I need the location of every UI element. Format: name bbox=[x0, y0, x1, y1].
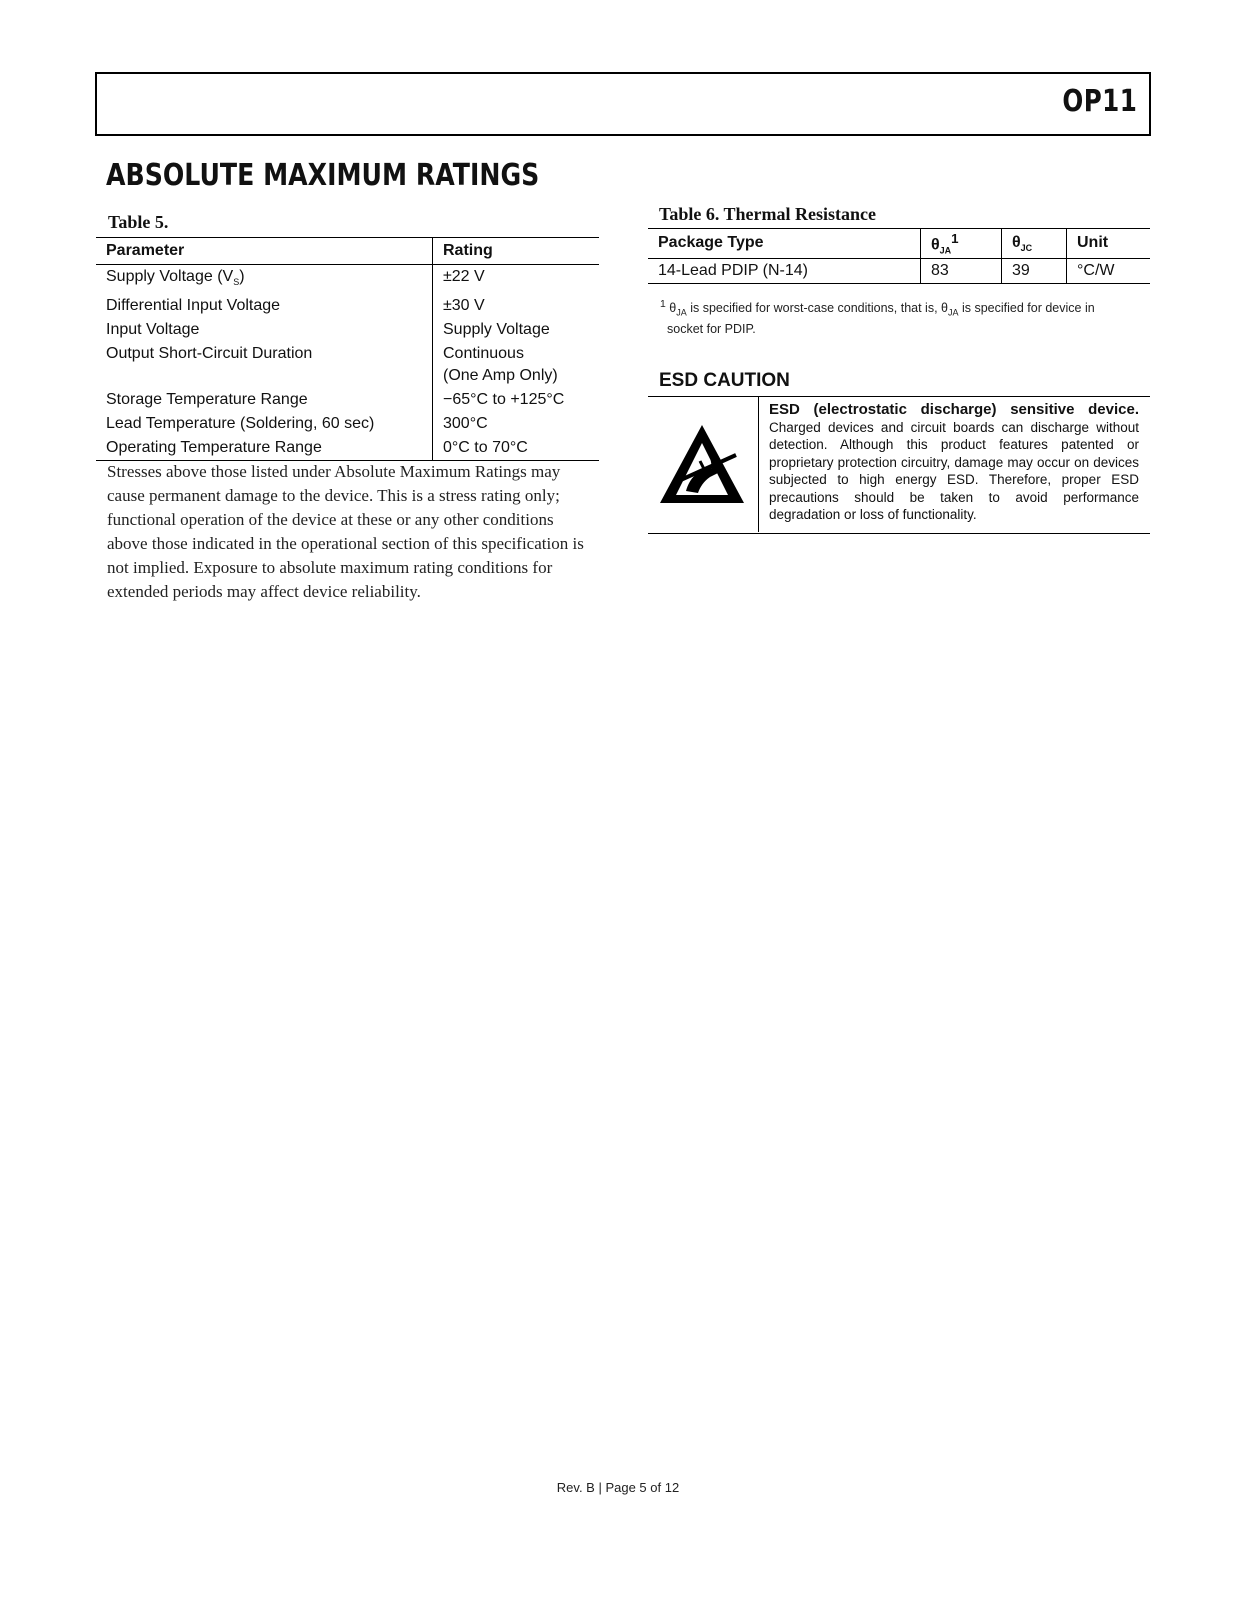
column-header-rating: Rating bbox=[433, 238, 600, 265]
esd-icon-cell bbox=[648, 397, 759, 532]
footnote-subscript: JA bbox=[676, 307, 687, 318]
column-header-theta-ja bbox=[921, 229, 1002, 259]
unit-cell: °C/W bbox=[1067, 258, 1151, 283]
esd-caution-title: ESD CAUTION bbox=[659, 370, 790, 391]
table5-caption bbox=[108, 212, 168, 233]
footnote-text: θ bbox=[669, 301, 677, 316]
section-title: ABSOLUTE MAXIMUM RATINGS bbox=[106, 158, 540, 193]
theta-symbol: θ bbox=[1012, 233, 1021, 251]
esd-body-text: Charged devices and circuit boards can discharge without detection. Although this product features patented or proprietary protection circuitry, damage may occur on devices subjected to high energy ESD. Therefore, proper ESD precautions should be taken to avoid performance degradation or loss of functionality. bbox=[769, 419, 1139, 522]
footnote-subscript: JA bbox=[947, 307, 959, 318]
footnote-line-2: socket for PDIP. bbox=[667, 321, 756, 336]
parameter-cell: Storage Temperature Range bbox=[106, 391, 308, 409]
table-row bbox=[96, 318, 599, 342]
page-footer: Rev. B | Page 5 of 12 bbox=[556, 1480, 680, 1495]
table5-caption-text: Table 5. bbox=[108, 212, 169, 232]
footnote-line-1 bbox=[660, 297, 1140, 321]
package-cell: 14-Lead PDIP (N-14) bbox=[658, 261, 808, 279]
footnote-ref: 1 bbox=[951, 231, 959, 246]
absolute-max-ratings-table bbox=[96, 237, 599, 461]
rating-cell: 300°C bbox=[433, 412, 600, 436]
table-header-row bbox=[96, 238, 599, 265]
table-row bbox=[96, 294, 599, 318]
table-row bbox=[648, 258, 1150, 283]
esd-lead-text: ESD (electrostatic discharge) sensitive device. bbox=[769, 401, 1139, 418]
table-row bbox=[96, 412, 599, 436]
page-header bbox=[95, 72, 1151, 136]
parameter-cell: Input Voltage bbox=[106, 321, 200, 339]
theta-ja-cell: 83 bbox=[921, 258, 1002, 283]
column-header-unit: Unit bbox=[1067, 229, 1151, 259]
table6-footnote bbox=[660, 297, 1140, 337]
rating-cell: ±30 V bbox=[433, 294, 600, 318]
rating-cell bbox=[433, 342, 600, 388]
table-row bbox=[96, 342, 599, 388]
theta-jc-subscript: JC bbox=[1020, 242, 1033, 253]
theta-ja-subscript: JA bbox=[939, 245, 952, 256]
table6-caption: Table 6. Thermal Resistance bbox=[659, 204, 877, 224]
rating-cell: −65°C to +125°C bbox=[433, 388, 600, 412]
parameter-cell: Lead Temperature (Soldering, 60 sec) bbox=[106, 415, 375, 433]
column-header-package-type: Package Type bbox=[648, 229, 921, 259]
rating-cell: ±22 V bbox=[433, 265, 600, 295]
table-row bbox=[96, 436, 599, 461]
rating-cell: 0°C to 70°C bbox=[433, 436, 600, 461]
table-row bbox=[96, 265, 599, 295]
part-number: OP11 bbox=[1062, 84, 1137, 119]
parameter-text-after: ) bbox=[239, 268, 245, 285]
parameter-cell: Operating Temperature Range bbox=[106, 439, 322, 457]
esd-caution-text bbox=[769, 401, 1139, 524]
footnote-text: is specified for worst-case conditions, that is, θ bbox=[686, 301, 948, 316]
parameter-subscript: S bbox=[233, 277, 240, 288]
stress-note-paragraph: Stresses above those listed under Absolute Maximum Ratings may cause permanent damage to the device. This is a stress rating only; functional operation of the device at these or any other conditions above those indicated in the operational section of this specification is not implied. Exposure to absolute maximum rating conditions for extended periods may affect device reliability. bbox=[107, 462, 584, 601]
table-header-row bbox=[648, 229, 1150, 259]
theta-symbol: θ bbox=[931, 236, 940, 254]
column-header-theta-jc bbox=[1002, 229, 1067, 259]
rating-line-1: Continuous bbox=[443, 345, 524, 363]
rating-line-2: (One Amp Only) bbox=[443, 367, 558, 385]
rating-cell: Supply Voltage bbox=[433, 318, 600, 342]
column-header-parameter: Parameter bbox=[96, 238, 433, 265]
footnote-mark: 1 bbox=[660, 299, 666, 310]
esd-warning-icon bbox=[656, 421, 748, 507]
thermal-resistance-table bbox=[648, 228, 1150, 284]
parameter-cell: Differential Input Voltage bbox=[106, 297, 281, 315]
parameter-text: Supply Voltage (V bbox=[106, 268, 234, 285]
parameter-cell: Output Short-Circuit Duration bbox=[106, 345, 313, 363]
footnote-text: is specified for device in bbox=[958, 301, 1095, 316]
esd-caution-box bbox=[648, 396, 1150, 534]
table-row bbox=[96, 388, 599, 412]
parameter-cell bbox=[96, 265, 433, 295]
theta-jc-cell: 39 bbox=[1002, 258, 1067, 283]
